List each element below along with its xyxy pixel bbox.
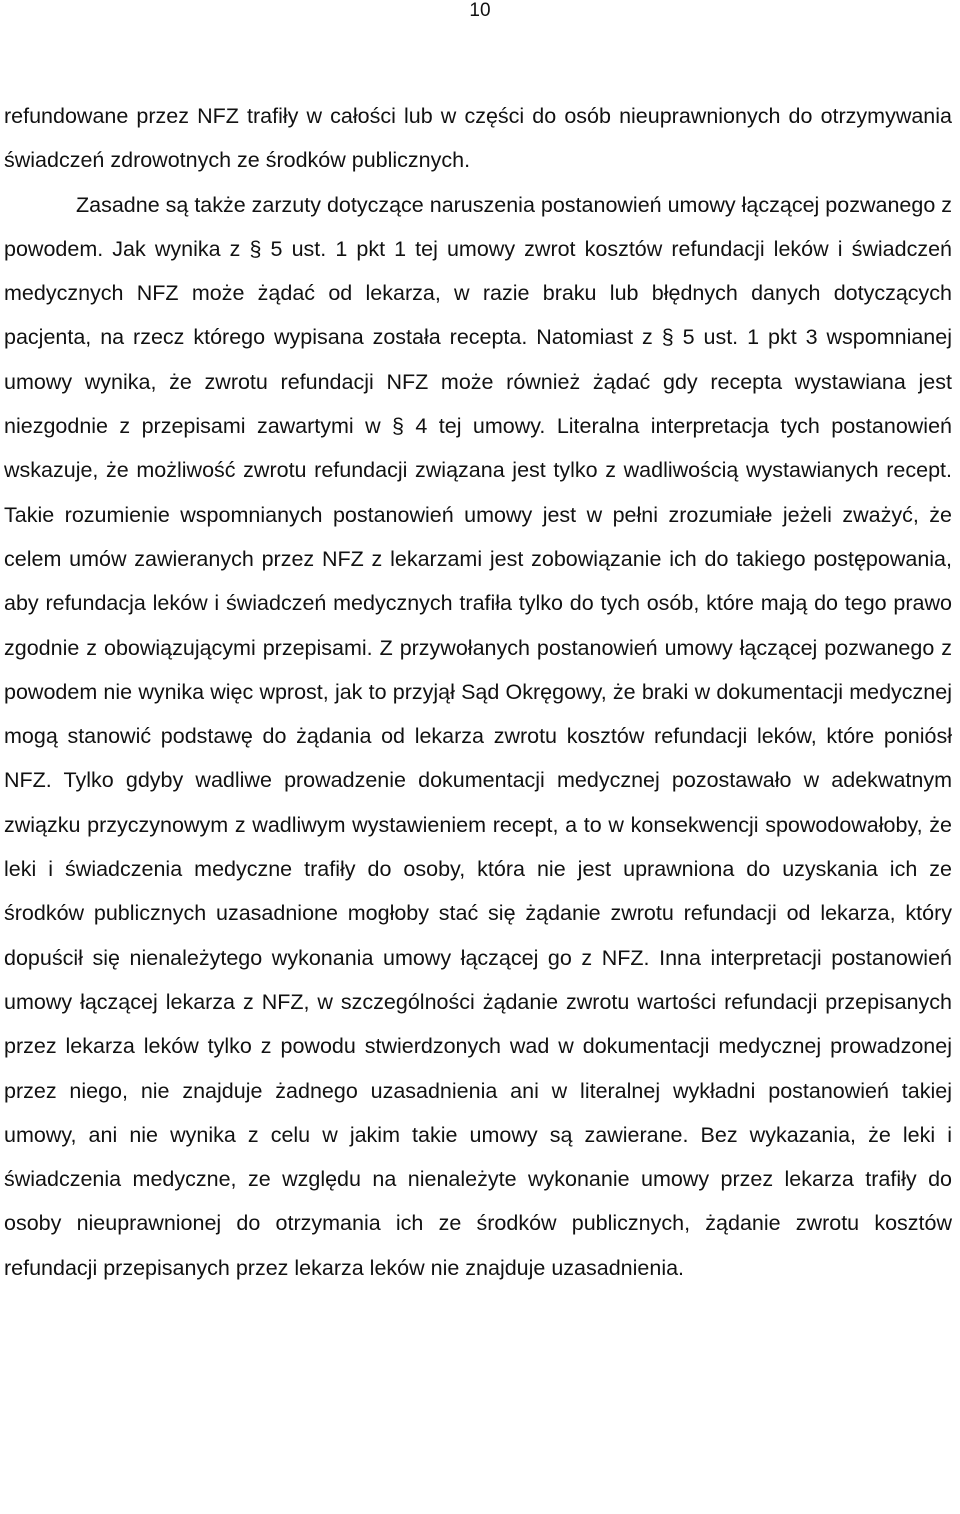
paragraph-continuation: refundowane przez NFZ trafiły w całości lub w części do osób nieuprawnionych do otrzymywania świadczeń zdrowotnych ze środków publicznych. [4,104,952,173]
page-number: 10 [469,0,491,21]
document-body [4,94,952,1290]
paragraph-main: Zasadne są także zarzuty dotyczące naruszenia postanowień umowy łączącej pozwanego z powodem. Jak wynika z § 5 ust. 1 pkt 1 tej umowy zwrot kosztów refundacji leków i świadczeń medycznych NFZ może żądać od lekarza, w razie braku lub błędnych danych dotyczących pacjenta, na rzecz którego wypisana została recepta. Natomiast z § 5 ust. 1 pkt 3 wspomnianej umowy wynika, że zwrotu refundacji NFZ może również żądać gdy recepta wystawiana jest niezgodnie z przepisami zawartymi w § 4 tej umowy. Literalna interpretacja tych postanowień wskazuje, że możliwość zwrotu refundacji związana jest tylko z wadliwością wystawianych recept. Takie rozumienie wspomnianych postanowień umowy jest w pełni zrozumiałe jeżeli zważyć, że celem umów zawieranych przez NFZ z lekarzami jest zobowiązanie ich do takiego postępowania, aby refundacja leków i świadczeń medycznych trafiła tylko do tych osób, które mają do tego prawo zgodnie z obowiązującymi przepisami. Z przywołanych postanowień umowy łączącej pozwanego z powodem nie wynika więc wprost, jak to przyjął Sąd Okręgowy, że braki w dokumentacji medycznej mogą stanowić podstawę do żądania od lekarza zwrotu kosztów refundacji leków, które poniósł NFZ. Tylko gdyby wadliwe prowadzenie dokumentacji medycznej pozostawało w adekwatnym związku przyczynowym z wadliwym wystawieniem recept, a to w konsekwencji spowodowałoby, że leki i świadczenia medyczne trafiły do osoby, która nie jest uprawniona do uzyskania ich ze środków publicznych uzasadnione mogłoby stać się żądanie zwrotu refundacji od lekarza, który dopuścił się nienależytego wykonania umowy łączącej go z NFZ. Inna interpretacji postanowień umowy łączącej lekarza z NFZ, w szczególności żądanie zwrotu wartości refundacji przepisanych przez lekarza leków tylko z powodu stwierdzonych wad w dokumentacji medycznej prowadzonej przez niego, nie znajduje żadnego uzasadnienia ani w literalnej wykładni postanowień takiej umowy, ani nie wynika z celu w jakim takie umowy są zawierane. Bez wykazania, że leki i świadczenia medyczne, ze względu na nienależyte wykonanie umowy przez lekarza trafiły do osoby nieuprawnionej do otrzymania ich ze środków publicznych, żądanie zwrotu kosztów refundacji przepisanych przez lekarza leków nie znajduje uzasadnienia. [4,192,953,1280]
